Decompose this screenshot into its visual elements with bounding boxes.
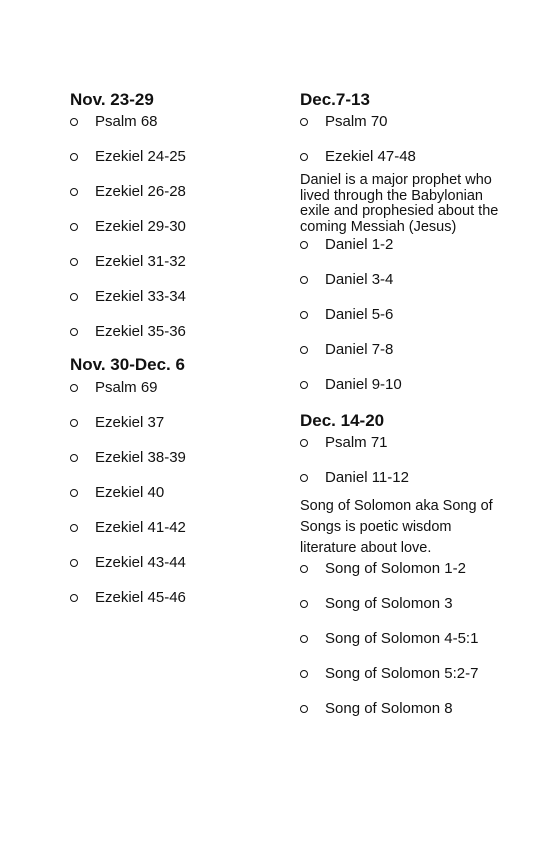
reading-list bbox=[300, 559, 510, 718]
list-item bbox=[300, 559, 510, 578]
week-heading: Dec.7-13 bbox=[300, 90, 370, 109]
reading-label: Ezekiel 29-30 bbox=[95, 218, 186, 235]
reading-label: Daniel 11-12 bbox=[325, 469, 409, 486]
bullet-icon bbox=[70, 118, 78, 126]
reading-label: Ezekiel 37 bbox=[95, 414, 165, 431]
reading-list bbox=[300, 433, 510, 487]
reading-label: Daniel 5-6 bbox=[325, 306, 394, 323]
list-item bbox=[70, 483, 290, 502]
reading-label: Ezekiel 43-44 bbox=[95, 554, 186, 571]
reading-label: Song of Solomon 4-5:1 bbox=[325, 630, 479, 647]
list-item bbox=[300, 305, 510, 324]
reading-label: Ezekiel 41-42 bbox=[95, 519, 186, 536]
bullet-icon bbox=[70, 559, 78, 567]
bullet-icon bbox=[70, 258, 78, 266]
list-item bbox=[70, 147, 290, 166]
reading-label: Ezekiel 24-25 bbox=[95, 148, 186, 165]
bullet-icon bbox=[300, 439, 308, 447]
bullet-icon bbox=[300, 670, 308, 678]
bullet-icon bbox=[300, 565, 308, 573]
reading-list bbox=[70, 112, 290, 341]
reading-label: Daniel 1-2 bbox=[325, 236, 394, 253]
reading-list bbox=[70, 378, 290, 607]
bullet-icon bbox=[300, 635, 308, 643]
week-heading: Nov. 23-29 bbox=[70, 90, 154, 109]
list-item bbox=[300, 340, 510, 359]
reading-label: Psalm 69 bbox=[95, 379, 158, 396]
week-heading: Nov. 30-Dec. 6 bbox=[70, 355, 185, 374]
week-section-dec-7-13 bbox=[300, 90, 510, 394]
list-item bbox=[300, 147, 510, 166]
book-intro-note: Song of Solomon aka Song of Songs is poetic wisdom literature about love. bbox=[300, 498, 493, 556]
bullet-icon bbox=[70, 594, 78, 602]
week-section-nov-30-dec-6 bbox=[70, 355, 290, 607]
bullet-icon bbox=[300, 381, 308, 389]
reading-label: Ezekiel 33-34 bbox=[95, 288, 186, 305]
left-column bbox=[70, 90, 290, 607]
list-item bbox=[300, 664, 510, 683]
bullet-icon bbox=[70, 454, 78, 462]
bullet-icon bbox=[300, 311, 308, 319]
reading-list bbox=[300, 235, 510, 394]
bullet-icon bbox=[300, 241, 308, 249]
list-item bbox=[300, 629, 510, 648]
list-item bbox=[70, 252, 290, 271]
list-item bbox=[70, 448, 290, 467]
bullet-icon bbox=[300, 118, 308, 126]
list-item bbox=[70, 112, 290, 131]
week-section-dec-14-20 bbox=[300, 411, 510, 718]
bullet-icon bbox=[70, 223, 78, 231]
list-item bbox=[300, 112, 510, 131]
list-item bbox=[300, 235, 510, 254]
list-item bbox=[300, 468, 510, 487]
bullet-icon bbox=[70, 293, 78, 301]
bullet-icon bbox=[300, 276, 308, 284]
list-item bbox=[300, 433, 510, 452]
reading-label: Psalm 70 bbox=[325, 113, 388, 130]
reading-label: Ezekiel 38-39 bbox=[95, 449, 186, 466]
bullet-icon bbox=[70, 489, 78, 497]
list-item bbox=[70, 518, 290, 537]
reading-label: Song of Solomon 3 bbox=[325, 595, 453, 612]
list-item bbox=[70, 217, 290, 236]
reading-label: Daniel 9-10 bbox=[325, 376, 402, 393]
bullet-icon bbox=[300, 600, 308, 608]
right-column bbox=[300, 90, 510, 718]
list-item bbox=[70, 553, 290, 572]
list-item bbox=[70, 322, 290, 341]
bullet-icon bbox=[70, 384, 78, 392]
reading-label: Ezekiel 40 bbox=[95, 484, 165, 501]
bullet-icon bbox=[300, 705, 308, 713]
list-item bbox=[70, 182, 290, 201]
list-item bbox=[300, 375, 510, 394]
reading-label: Ezekiel 26-28 bbox=[95, 183, 186, 200]
reading-label: Psalm 68 bbox=[95, 113, 158, 130]
list-item bbox=[70, 287, 290, 306]
reading-label: Psalm 71 bbox=[325, 434, 388, 451]
reading-label: Song of Solomon 1-2 bbox=[325, 560, 466, 577]
bullet-icon bbox=[70, 419, 78, 427]
list-item bbox=[70, 413, 290, 432]
reading-label: Daniel 7-8 bbox=[325, 341, 394, 358]
bullet-icon bbox=[70, 524, 78, 532]
list-item bbox=[70, 378, 290, 397]
reading-label: Song of Solomon 5:2-7 bbox=[325, 665, 479, 682]
week-heading: Dec. 14-20 bbox=[300, 411, 385, 430]
list-item bbox=[300, 699, 510, 718]
reading-label: Ezekiel 45-46 bbox=[95, 589, 186, 606]
week-section-nov-23-29 bbox=[70, 90, 290, 341]
bullet-icon bbox=[70, 153, 78, 161]
list-item bbox=[70, 588, 290, 607]
reading-label: Ezekiel 47-48 bbox=[325, 148, 416, 165]
reading-list bbox=[300, 112, 510, 166]
bullet-icon bbox=[300, 474, 308, 482]
bullet-icon bbox=[70, 328, 78, 336]
reading-label: Ezekiel 31-32 bbox=[95, 253, 186, 270]
list-item bbox=[300, 594, 510, 613]
bullet-icon bbox=[70, 188, 78, 196]
reading-label: Ezekiel 35-36 bbox=[95, 323, 186, 340]
reading-label: Song of Solomon 8 bbox=[325, 700, 453, 717]
bullet-icon bbox=[300, 346, 308, 354]
bullet-icon bbox=[300, 153, 308, 161]
reading-label: Daniel 3-4 bbox=[325, 271, 394, 288]
list-item bbox=[300, 270, 510, 289]
book-intro-note: Daniel is a major prophet who lived through the Babylonian exile and prophesied about the coming Messiah (Jesus) bbox=[300, 172, 499, 235]
